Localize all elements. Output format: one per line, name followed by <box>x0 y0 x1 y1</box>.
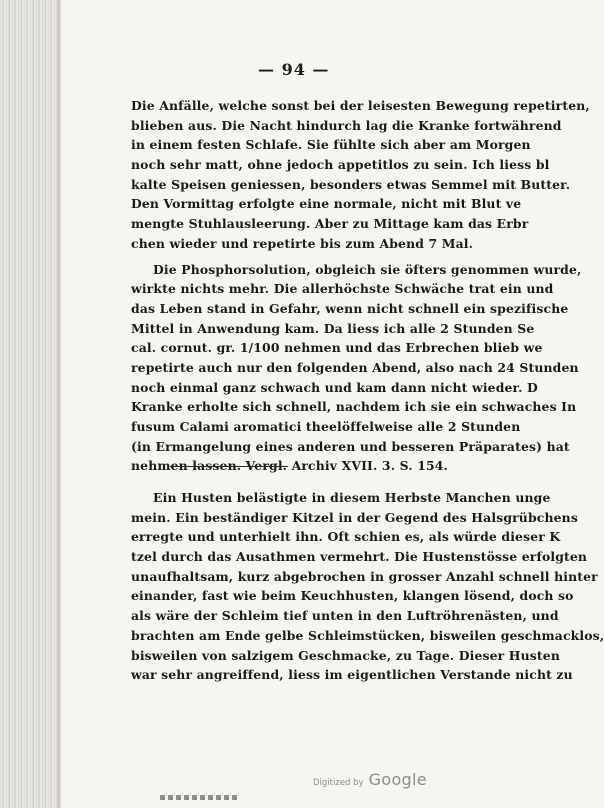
page-number: — 94 — <box>258 60 330 79</box>
text-line: repetirte auch nur den folgenden Abend, also nach 24 Stunden <box>131 359 579 375</box>
text-line: war sehr angreiffend, liess im eigentlichen Verstande nicht zu <box>131 667 573 683</box>
text-line: nehmen lassen. Vergl. Archiv XVII. 3. S. 154. <box>131 458 448 474</box>
text-line: mein. Ein beständiger Kitzel in der Gegend des Halsgrübchens <box>131 509 578 525</box>
text-line: Ein Husten belästigte in diesem Herbste Manchen unge <box>153 490 551 505</box>
text-line: cal. cornut. gr. 1/100 nehmen und das Erbrechen blieb we <box>131 340 543 356</box>
text-block-lower <box>131 488 604 685</box>
text-line: als wäre der Schleim tief unten in den Luftröhrenästen, und <box>131 608 559 624</box>
text-line: brachten am Ende gelbe Schleimstücken, bisweilen geschmacklos, <box>131 627 604 643</box>
text-line: Mittel in Anwendung kam. Da liess ich alle 2 Stunden Se <box>131 320 535 336</box>
section-divider <box>170 466 288 467</box>
text-line: noch sehr matt, ohne jedoch appetitlos zu sein. Ich liess bl <box>131 157 550 173</box>
book-gutter <box>0 0 58 808</box>
text-line: chen wieder und repetirte bis zum Abend 7 Mal. <box>131 235 474 251</box>
watermark-prefix: Digitized by <box>313 778 364 788</box>
text-line: blieben aus. Die Nacht hindurch lag die Kranke fortwährend <box>131 117 562 133</box>
text-line: wirkte nichts mehr. Die allerhöchste Schwäche trat ein und <box>131 281 554 297</box>
text-line: (in Ermangelung eines anderen und besseren Präparates) hat <box>131 438 570 454</box>
text-line: tzel durch das Ausathmen vermehrt. Die Hustenstösse erfolgten <box>131 549 588 565</box>
text-line: mengte Stuhlausleerung. Aber zu Mittage kam das Erbr <box>131 216 529 232</box>
text-line: noch einmal ganz schwach und kam dann nicht wieder. D <box>131 379 538 395</box>
text-line: erregte und unterhielt ihn. Oft schien es, als würde dieser K <box>131 529 561 545</box>
text-line: Die Anfälle, welche sonst bei der leisesten Bewegung repetirten, <box>131 98 590 113</box>
text-line: das Leben stand in Gefahr, wenn nicht schnell ein spezifische <box>131 300 569 316</box>
text-line: bisweilen von salzigem Geschmacke, zu Tage. Dieser Husten <box>131 647 560 663</box>
text-block-upper <box>131 96 590 476</box>
text-line: unaufhaltsam, kurz abgebrochen in grosser Anzahl schnell hinter <box>131 568 598 584</box>
google-watermark <box>313 770 427 789</box>
text-line: in einem festen Schlafe. Sie fühlte sich aber am Morgen <box>131 137 531 153</box>
text-line: einander, fast wie beim Keuchhusten, klangen lösend, doch so <box>131 588 574 604</box>
text-line: Kranke erholte sich schnell, nachdem ich sie ein schwaches In <box>131 399 577 415</box>
text-line: Die Phosphorsolution, obgleich sie öfters genommen wurde, <box>153 261 582 277</box>
bottom-edge-mark <box>160 795 238 800</box>
text-line: fusum Calami aromatici theelöffelweise alle 2 Stunden <box>131 419 521 434</box>
text-line: Den Vormittag erfolgte eine normale, nicht mit Blut ve <box>131 196 522 212</box>
text-line: kalte Speisen geniessen, besonders etwas Semmel mit Butter. <box>131 176 571 192</box>
gutter-shadow <box>58 0 62 808</box>
google-logo: Google <box>368 770 427 789</box>
